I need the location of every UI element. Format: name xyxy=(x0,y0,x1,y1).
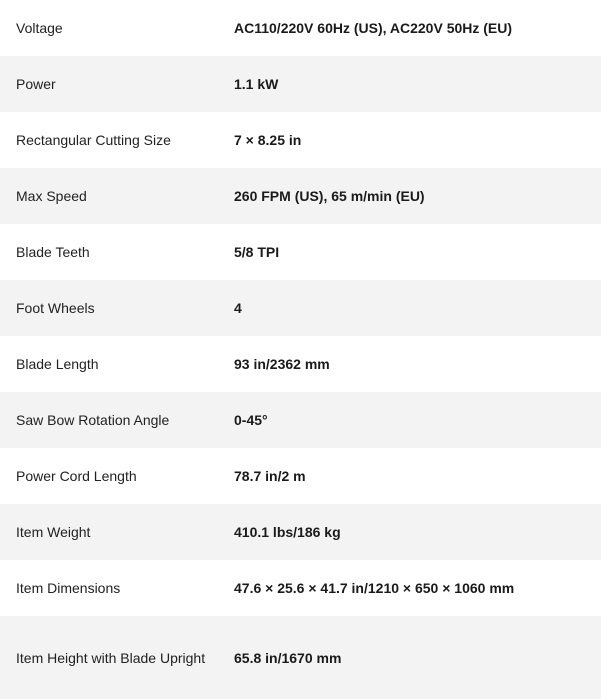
spec-value: 78.7 in/2 m xyxy=(234,468,306,484)
spec-row-saw-bow-rotation-angle xyxy=(0,392,601,448)
spec-label: Saw Bow Rotation Angle xyxy=(16,412,170,428)
spec-value: 410.1 lbs/186 kg xyxy=(234,524,341,540)
spec-label: Power Cord Length xyxy=(16,468,137,484)
spec-label: Max Speed xyxy=(16,188,87,204)
spec-row-foot-wheels xyxy=(0,280,601,336)
spec-value: 0-45° xyxy=(234,412,268,428)
spec-row-rectangular-cutting-size xyxy=(0,112,601,168)
spec-label: Item Height with Blade Upright xyxy=(16,649,206,666)
spec-value: 7 × 8.25 in xyxy=(234,132,302,148)
spec-label: Item Weight xyxy=(16,524,91,540)
spec-label: Rectangular Cutting Size xyxy=(16,132,171,148)
spec-label: Power xyxy=(16,76,56,92)
spec-label: Item Dimensions xyxy=(16,580,121,596)
spec-value: 65.8 in/1670 mm xyxy=(234,649,342,666)
spec-label: Blade Teeth xyxy=(16,244,90,260)
spec-row-item-height-with-blade-upright xyxy=(0,616,601,699)
spec-label: Blade Length xyxy=(16,356,99,372)
spec-row-blade-length xyxy=(0,336,601,392)
spec-value: 260 FPM (US), 65 m/min (EU) xyxy=(234,188,425,204)
spec-row-power xyxy=(0,56,601,112)
spec-value: 47.6 × 25.6 × 41.7 in/1210 × 650 × 1060 mm xyxy=(234,580,515,596)
spec-row-item-dimensions xyxy=(0,560,601,616)
spec-row-power-cord-length xyxy=(0,448,601,504)
spec-label: Foot Wheels xyxy=(16,300,95,316)
spec-row-voltage xyxy=(0,0,601,56)
spec-row-max-speed xyxy=(0,168,601,224)
spec-value: AC110/220V 60Hz (US), AC220V 50Hz (EU) xyxy=(234,20,513,36)
spec-row-blade-teeth xyxy=(0,224,601,280)
spec-value: 5/8 TPI xyxy=(234,244,280,260)
spec-value: 1.1 kW xyxy=(234,76,279,92)
spec-value: 93 in/2362 mm xyxy=(234,356,330,372)
spec-row-item-weight xyxy=(0,504,601,560)
spec-value: 4 xyxy=(234,300,242,316)
spec-label: Voltage xyxy=(16,20,63,36)
